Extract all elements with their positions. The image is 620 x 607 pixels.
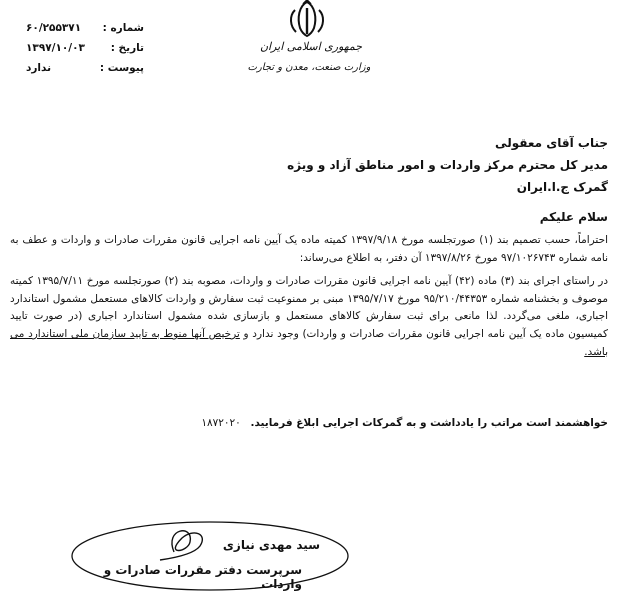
meta-date-row: [26, 38, 144, 58]
iran-emblem-icon: [285, 0, 329, 38]
number-value: ۶۰/۲۵۵۳۷۱: [26, 22, 82, 34]
ministry-name: وزارت صنعت، معدن و تجارت: [247, 62, 371, 73]
letter-body: [10, 232, 608, 361]
body-paragraph-1: احتراماً، حسب تصمیم بند (۱) صورتجلسه مورخ ۱۳۹۷/۹/۱۸ کمیته ماده یک آیین نامه اجرایی قانون مقررات صادرات و واردات و عطف به نامه شماره ۹۷/۱۰۲۶۷۴۳ مورخ ۱۳۹۷/۸/۲۶ آن دفتر، به اطلاع می‌رساند:: [10, 234, 608, 264]
number-label: شماره :: [102, 22, 144, 34]
recipient-position: مدیر کل محترم مرکز واردات و امور مناطق آزاد و ویژه: [287, 158, 608, 172]
greeting: سلام علیکم: [539, 210, 608, 224]
attachment-label: پیوست :: [99, 62, 144, 74]
closing-ref: ۱۸۷۲۰۲۰: [201, 417, 241, 429]
body-paragraph-2-main: در راستای اجرای بند (۳) ماده (۴۲) آیین نامه اجرایی قانون مقررات صادرات و واردات، مصوبه بند (۲) صورتجلسه مورخ ۱۳۹۵/۷/۱۱ کمیته موصوف و بخشنامه شماره ۹۵/۲۱۰/۴۴۳۵۳ مورخ ۱۳۹۵/۷/۱۷ مبنی بر ممنوعیت ثبت سفارش و واردات کالاهای مستعمل مشمول استاندارد اجباری، ملغی می‌گردد. لذا مانعی برای ثبت سفارش کالاهای مستعمل و بازسازی شده مشمول استاندارد اجباری (در صورت تایید کمیسیون ماده یک آیین نامه اجرایی قانون مقررات صادرات و واردات) وجود ندارد و: [10, 275, 608, 340]
attachment-value: ندارد: [26, 62, 52, 74]
country-name: جمهوری اسلامی ایران: [259, 40, 363, 53]
letter-meta: [26, 18, 144, 78]
signer-name: سید مهدی نیازی: [222, 538, 320, 552]
date-value: ۱۳۹۷/۱۰/۰۳: [26, 42, 85, 54]
signer-title: سرپرست دفتر مقررات صادرات و واردات: [103, 563, 302, 591]
recipient-honorific: جناب آقای معقولی: [495, 136, 608, 150]
meta-number-row: [26, 18, 144, 38]
body-paragraph-2-underlined: ترخیص آنها منوط به تایید سازمان ملی استاندارد می باشد.: [10, 327, 608, 358]
meta-attachment-row: [26, 58, 144, 78]
date-label: تاریخ :: [110, 42, 144, 54]
body-paragraph-2: [10, 273, 608, 361]
closing-line: [10, 417, 608, 429]
recipient-organization: گمرک ج.ا.ایران: [516, 180, 608, 194]
recipient-block: [48, 132, 608, 198]
closing-text: خواهشمند است مراتب را یادداشت و به گمرکات اجرایی ابلاغ فرمایید.: [250, 417, 608, 429]
